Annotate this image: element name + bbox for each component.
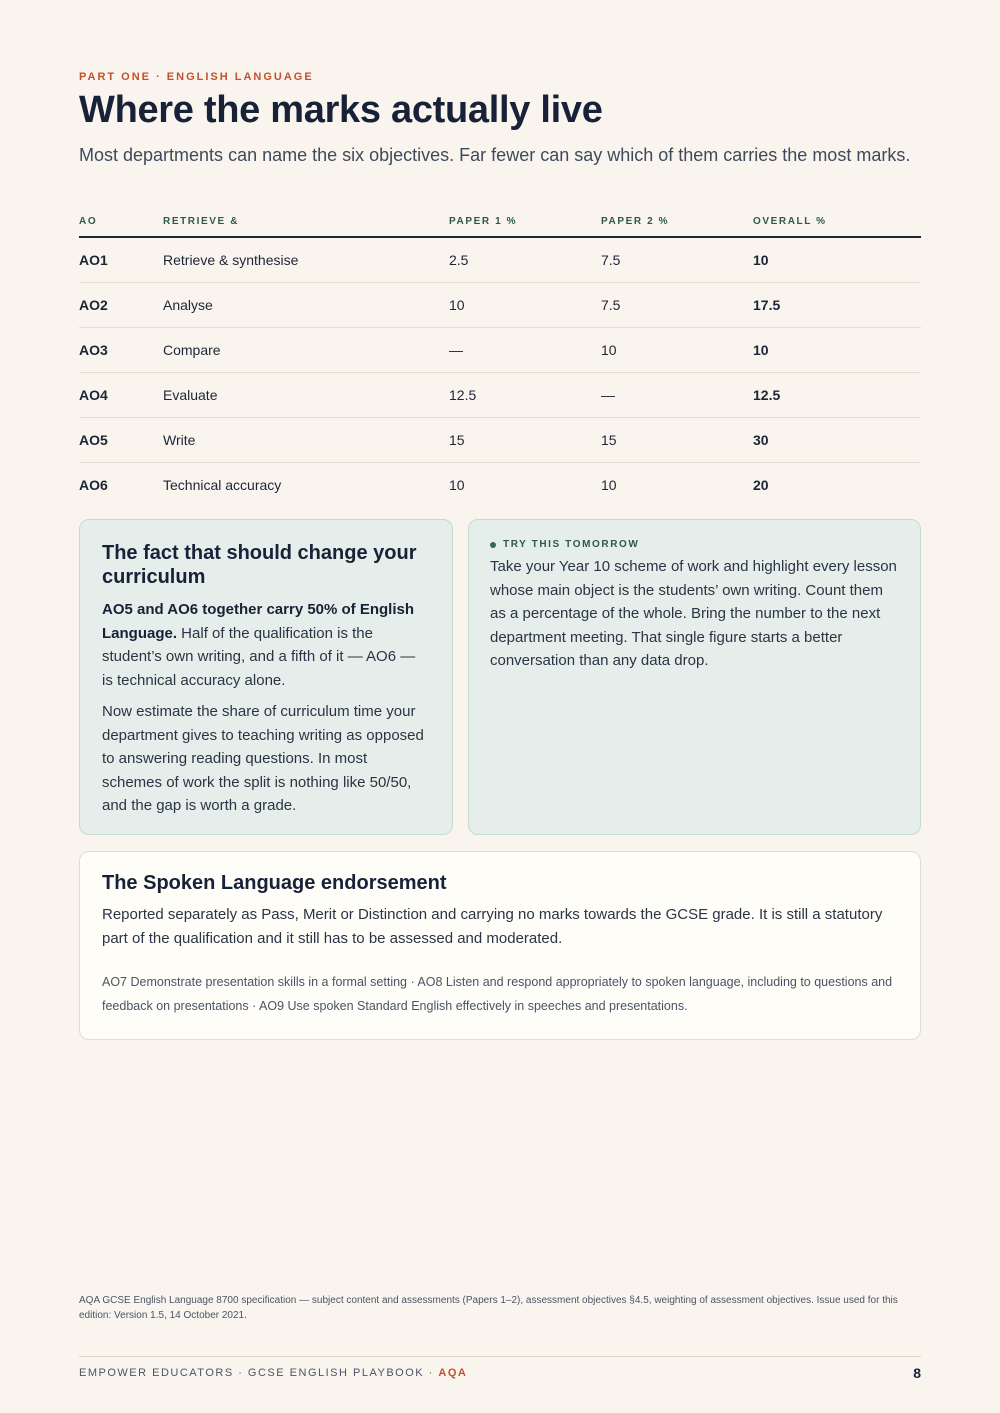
footer-board: AQA bbox=[438, 1367, 468, 1379]
ao-paper1: 15 bbox=[449, 417, 601, 462]
footer-divider bbox=[79, 1356, 921, 1357]
table-row bbox=[79, 237, 921, 282]
column-header-overall: OVERALL % bbox=[753, 207, 921, 237]
page bbox=[79, 0, 921, 1413]
assessment-objectives-table bbox=[79, 207, 921, 507]
ao-overall: 17.5 bbox=[753, 282, 921, 327]
try-label: TRY THIS TOMORROW bbox=[503, 539, 640, 550]
page-title: Where the marks actually live bbox=[79, 89, 603, 131]
try-label-row bbox=[490, 539, 899, 550]
try-this-callout bbox=[468, 519, 921, 835]
ao-overall: 10 bbox=[753, 237, 921, 282]
ao-overall: 12.5 bbox=[753, 372, 921, 417]
spoken-objectives: AO7 Demonstrate presentation skills in a formal setting · AO8 Listen and respond appropriately to spoken language, including to questions and feedback on presentations · AO9 Use spoken Standard English effectively in speeches and presentations. bbox=[102, 975, 893, 1013]
table-row bbox=[79, 417, 921, 462]
table-row bbox=[79, 282, 921, 327]
spoken-body: Reported separately as Pass, Merit or Distinction and carrying no marks towards the GCSE grade. It is still a statutory part of the qualification and it still has to be assessed and moderated. bbox=[102, 906, 883, 947]
footer-running-title bbox=[79, 1367, 467, 1379]
ao-code: AO6 bbox=[79, 476, 108, 493]
ao-paper2: 7.5 bbox=[601, 282, 753, 327]
fact-paragraph-1 bbox=[102, 598, 430, 692]
spoken-language-card bbox=[79, 851, 921, 1040]
column-header-paper1: PAPER 1 % bbox=[449, 207, 601, 237]
table-row bbox=[79, 372, 921, 417]
ao-paper2: 10 bbox=[601, 327, 753, 372]
ao-paper2: 7.5 bbox=[601, 237, 753, 282]
ao-name: Write bbox=[163, 417, 449, 462]
ao-paper1: 10 bbox=[449, 282, 601, 327]
fact-lead-rest: Half of the qualification is the student’s own writing, and a fifth of it — AO6 — is technical accuracy alone. bbox=[102, 624, 416, 689]
ao-paper1: 12.5 bbox=[449, 372, 601, 417]
ao-name: Retrieve & synthesise bbox=[163, 237, 449, 282]
ao-name: Compare bbox=[163, 327, 449, 372]
ao-name: Technical accuracy bbox=[163, 476, 282, 493]
ao-overall: 10 bbox=[753, 327, 921, 372]
ao-paper2: — bbox=[601, 372, 753, 417]
table-row bbox=[79, 327, 921, 372]
ao-code: AO3 bbox=[79, 327, 163, 372]
ao-paper1: — bbox=[449, 327, 601, 372]
table-header-row bbox=[79, 207, 921, 237]
ao-code: AO5 bbox=[79, 417, 163, 462]
source-note: AQA GCSE English Language 8700 specification — subject content and assessments (Papers 1–2), assessment objectives §4.5, weighting of assessment objectives. Issue used for this edition: Version 1.5, 14 October 2021. bbox=[79, 1295, 898, 1321]
table-row bbox=[79, 462, 921, 507]
column-header-name: RETRIEVE & bbox=[163, 207, 449, 237]
fact-lead-bold: AO5 and AO6 together carry 50% of English Language. bbox=[102, 601, 415, 642]
ao-code: AO1 bbox=[79, 237, 163, 282]
footer-title: EMPOWER EDUCATORS · GCSE ENGLISH PLAYBOOK · bbox=[79, 1367, 439, 1379]
try-body: Take your Year 10 scheme of work and highlight every lesson whose main object is the students’ own writing. Count them as a percentage of the whole. Bring the number to the next department meeting. That single figure starts a better conversation than any data drop. bbox=[490, 558, 897, 669]
page-number: 8 bbox=[913, 1365, 921, 1381]
page-subtitle: Most departments can name the six objectives. Far fewer can say which of them carries the most marks. bbox=[79, 145, 911, 165]
ao-code: AO2 bbox=[79, 282, 163, 327]
ao-paper2: 10 bbox=[601, 476, 617, 493]
ao-code: AO4 bbox=[79, 372, 163, 417]
fact-callout bbox=[79, 519, 453, 835]
ao-overall: 20 bbox=[753, 476, 769, 493]
column-header-paper2: PAPER 2 % bbox=[601, 207, 753, 237]
fact-paragraph-2: Now estimate the share of curriculum time your department gives to teaching writing as opposed to answering reading questions. In most schemes of work the split is nothing like 50/50, and the gap is worth a grade. bbox=[102, 703, 424, 814]
fact-heading: The fact that should change your curriculum bbox=[102, 542, 417, 588]
bullet-dot-icon bbox=[490, 542, 496, 548]
ao-paper2: 15 bbox=[601, 417, 753, 462]
ao-name: Analyse bbox=[163, 282, 449, 327]
section-eyebrow: PART ONE · ENGLISH LANGUAGE bbox=[79, 71, 314, 83]
ao-name: Evaluate bbox=[163, 372, 449, 417]
spoken-heading: The Spoken Language endorsement bbox=[102, 872, 447, 894]
ao-overall: 30 bbox=[753, 417, 921, 462]
column-header-ao: AO bbox=[79, 207, 163, 237]
ao-paper1: 10 bbox=[449, 476, 465, 493]
ao-paper1: 2.5 bbox=[449, 237, 601, 282]
